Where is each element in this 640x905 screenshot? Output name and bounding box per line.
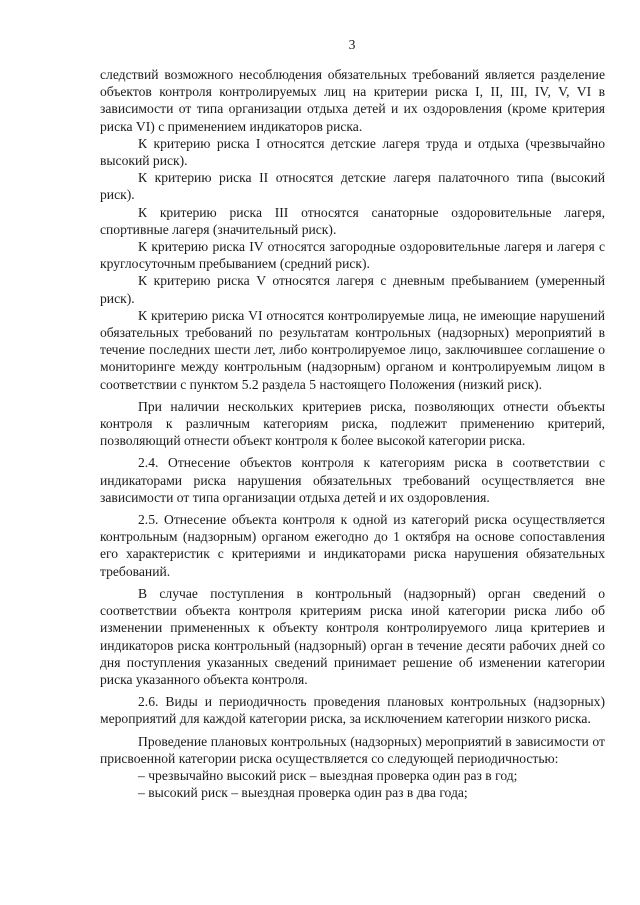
- paragraph-risk-criterion-2: К критерию риска II относятся детские лагеря палаточного типа (высокий риск).: [100, 170, 605, 203]
- list-item-very-high-risk: – чрезвычайно высокий риск – выездная проверка один раз в год;: [138, 767, 518, 783]
- paragraph-risk-categories-intro: следствий возможного несоблюдения обязательных требований является разделение объектов контроля контролируемых лиц на критерии риска I, II, III, IV, V, VI в зависимости от типа организации отдыха детей и их оздоровления (кроме критерия риска VI) с применением индикаторов риска.: [100, 67, 605, 134]
- paragraph-risk-criterion-4: К критерию риска IV относятся загородные оздоровительные лагеря и лагеря с круглосуточным пребыванием (средний риск).: [100, 239, 605, 272]
- paragraph-multiple-criteria: При наличии нескольких критериев риска, позволяющих отнести объекты контроля к различным категориям риска, подлежит применению критерий, позволяющий отнести объект контроля к более высокой категории риска.: [100, 398, 605, 449]
- paragraph-category-change: В случае поступления в контрольный (надзорный) орган сведений о соответствии объекта контроля критериям риска иной категории риска либо об изменении примененных к объекту контроля контролируемого лица критериев и индикаторов риска контрольный (надзорный) орган в течение десяти рабочих дней со дня поступления указанных сведений принимает решение об изменении категории риска указанного объекта контроля.: [100, 585, 605, 687]
- paragraph-section-2-4: 2.4. Отнесение объектов контроля к категориям риска в соответствии с индикаторами риска нарушения обязательных требований осуществляется вне зависимости от типа организации отдыха детей и их оздоровления.: [100, 455, 605, 505]
- paragraph-section-2-5: 2.5. Отнесение объекта контроля к одной из категорий риска осуществляется контрольным (надзорным) органом ежегодно до 1 октября на основе сопоставления его характеристик с критериями и индикаторами риска нарушения обязательных требований.: [100, 512, 605, 579]
- list-item-high-risk: – высокий риск – выездная проверка один раз в два года;: [138, 785, 468, 801]
- paragraph-periodicity-intro: Проведение плановых контрольных (надзорных) мероприятий в зависимости от присвоенной категории риска осуществляется со следующей периодичностью:: [100, 733, 605, 766]
- paragraph-section-2-6: 2.6. Виды и периодичность проведения плановых контрольных (надзорных) мероприятий для каждой категории риска, за исключением категории низкого риска.: [100, 694, 605, 727]
- paragraph-risk-criterion-6: К критерию риска VI относятся контролируемые лица, не имеющие нарушений обязательных требований по результатам контрольных (надзорных) мероприятий в течение последних шести лет, либо контролируемое лицо, заключившее соглашение о мониторинге между контрольным (надзорным) органом и контролируемым лицом в соответствии с пунктом 5.2 раздела 5 настоящего Положения (низкий риск).: [100, 307, 605, 392]
- document-body: [100, 66, 605, 801]
- paragraph-risk-criterion-1: К критерию риска I относятся детские лагеря труда и отдыха (чрезвычайно высокий риск).: [100, 135, 605, 169]
- paragraph-risk-criterion-3: К критерию риска III относятся санаторные оздоровительные лагеря, спортивные лагеря (значительный риск).: [100, 204, 605, 237]
- page-number: 3: [348, 37, 356, 52]
- paragraph-risk-criterion-5: К критерию риска V относятся лагеря с дневным пребыванием (умеренный риск).: [100, 273, 605, 306]
